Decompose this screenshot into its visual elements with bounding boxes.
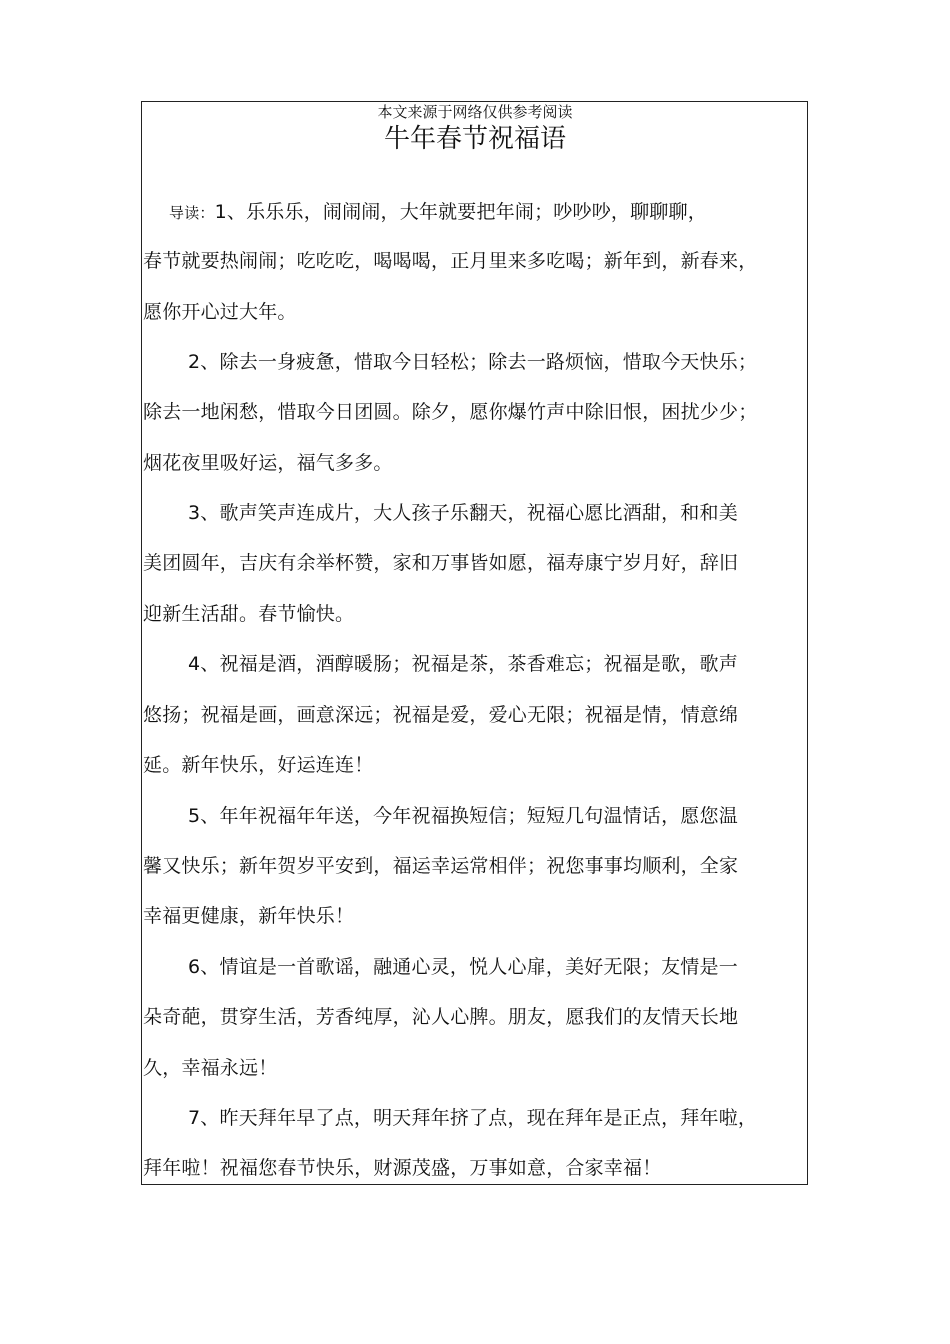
paragraph-line: 4、祝福是酒，酒醇暖肠；祝福是茶，茶香难忘；祝福是歌，歌声 — [188, 653, 738, 675]
paragraph-line: 愿你开心过大年。 — [143, 301, 297, 323]
paragraph-line: 悠扬；祝福是画，画意深远；祝福是爱，爱心无限；祝福是情，情意绵 — [143, 704, 739, 726]
paragraph-line: 5、年年祝福年年送，今年祝福换短信；短短几句温情话，愿您温 — [188, 805, 738, 827]
paragraph-line: 7、昨天拜年早了点，明天拜年挤了点，现在拜年是正点，拜年啦， — [188, 1107, 758, 1129]
paragraph-line: 馨又快乐；新年贺岁平安到，福运幸运常相伴；祝您事事均顺利，全家 — [143, 855, 739, 877]
paragraph-line: 春节就要热闹闹；吃吃吃，喝喝喝，正月里来多吃喝；新年到，新春来， — [143, 250, 758, 272]
intro-label: 导读： — [169, 204, 215, 222]
paragraph-line: 拜年啦！祝福您春节快乐，财源茂盛，万事如意，合家幸福！ — [143, 1157, 662, 1179]
paragraph-line: 美团圆年，吉庆有余举杯赞，家和万事皆如愿，福寿康宁岁月好，辞旧 — [143, 552, 739, 574]
paragraph-line: 朵奇葩，贯穿生活，芳香纯厚，沁人心脾。朋友，愿我们的友情天长地 — [143, 1006, 739, 1028]
paragraph-line: 延。新年快乐，好运连连！ — [143, 754, 374, 776]
paragraph-line: 烟花夜里吸好运，福气多多。 — [143, 452, 393, 474]
paragraph-line: 除去一地闲愁，惜取今日团圆。除夕，愿你爆竹声中除旧恨，困扰少少； — [143, 401, 758, 423]
paragraph-line: 久，幸福永远！ — [143, 1057, 278, 1079]
frame-mark-left — [141, 155, 142, 179]
paragraph-line: 幸福更健康，新年快乐！ — [143, 905, 355, 927]
paragraph-text: 1、乐乐乐，闹闹闹，大年就要把年闹；吵吵吵，聊聊聊， — [214, 201, 707, 223]
paragraph-line: 迎新生活甜。春节愉快。 — [143, 603, 355, 625]
document-title: 牛年春节祝福语 — [383, 124, 566, 154]
paragraph-line: 3、歌声笑声连成片，大人孩子乐翻天，祝福心愿比酒甜，和和美 — [188, 502, 738, 524]
source-note: 本文来源于网络仅供参考阅读 — [377, 103, 573, 121]
frame-mark-right — [807, 155, 808, 179]
paragraph-line: 6、情谊是一首歌谣，融通心灵，悦人心扉，美好无限；友情是一 — [188, 956, 738, 978]
paragraph-line — [143, 187, 808, 237]
paragraph-line: 2、除去一身疲惫，惜取今日轻松；除去一路烦恼，惜取今天快乐； — [188, 351, 758, 373]
